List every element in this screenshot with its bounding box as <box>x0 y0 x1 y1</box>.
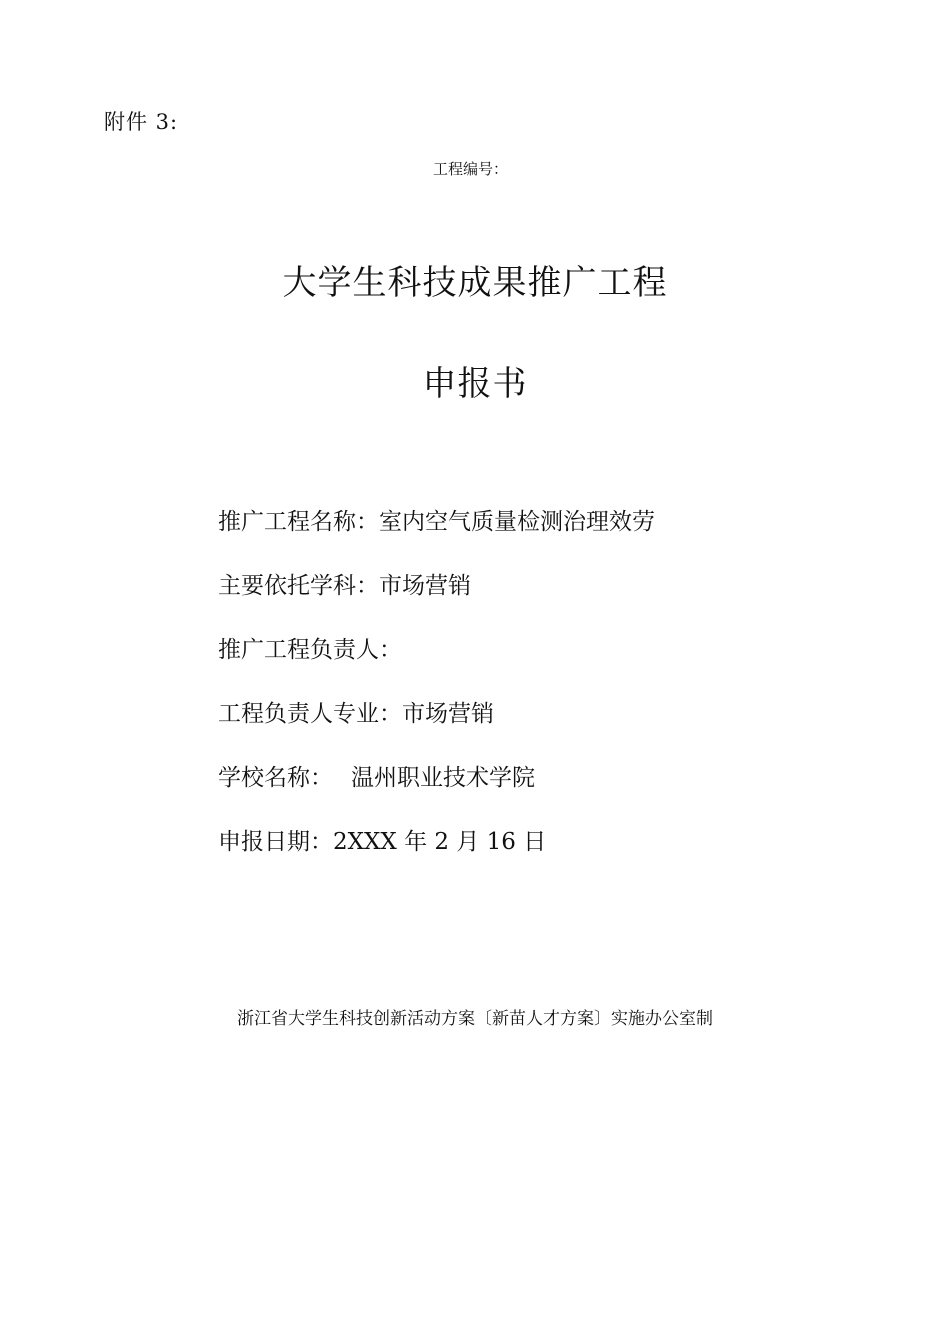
application-date-field: 申报日期：2XXX 年 2 月 16 日 <box>218 829 547 855</box>
application-fields <box>218 504 878 888</box>
document-subtitle: 申报书 <box>422 364 528 404</box>
document-title: 大学生科技成果推广工程 <box>282 263 668 303</box>
main-discipline-field: 主要依托学科：市场营销 <box>218 573 471 599</box>
school-name-label: 学校名称： <box>218 765 333 791</box>
leader-major-field: 工程负责人专业：市场营销 <box>218 701 494 727</box>
project-leader-field: 推广工程负责人： <box>218 637 402 663</box>
project-name-field: 推广工程名称：室内空气质量检测治理效劳 <box>218 509 655 535</box>
attachment-label: 附件 3: <box>104 110 179 134</box>
project-number-label: 工程编号： <box>433 160 509 178</box>
school-name-field <box>218 760 878 824</box>
issuing-office: 浙江省大学生科技创新活动方案〔新苗人才方案〕实施办公室制 <box>237 1009 713 1029</box>
school-name-value: 温州职业技术学院 <box>351 765 535 791</box>
